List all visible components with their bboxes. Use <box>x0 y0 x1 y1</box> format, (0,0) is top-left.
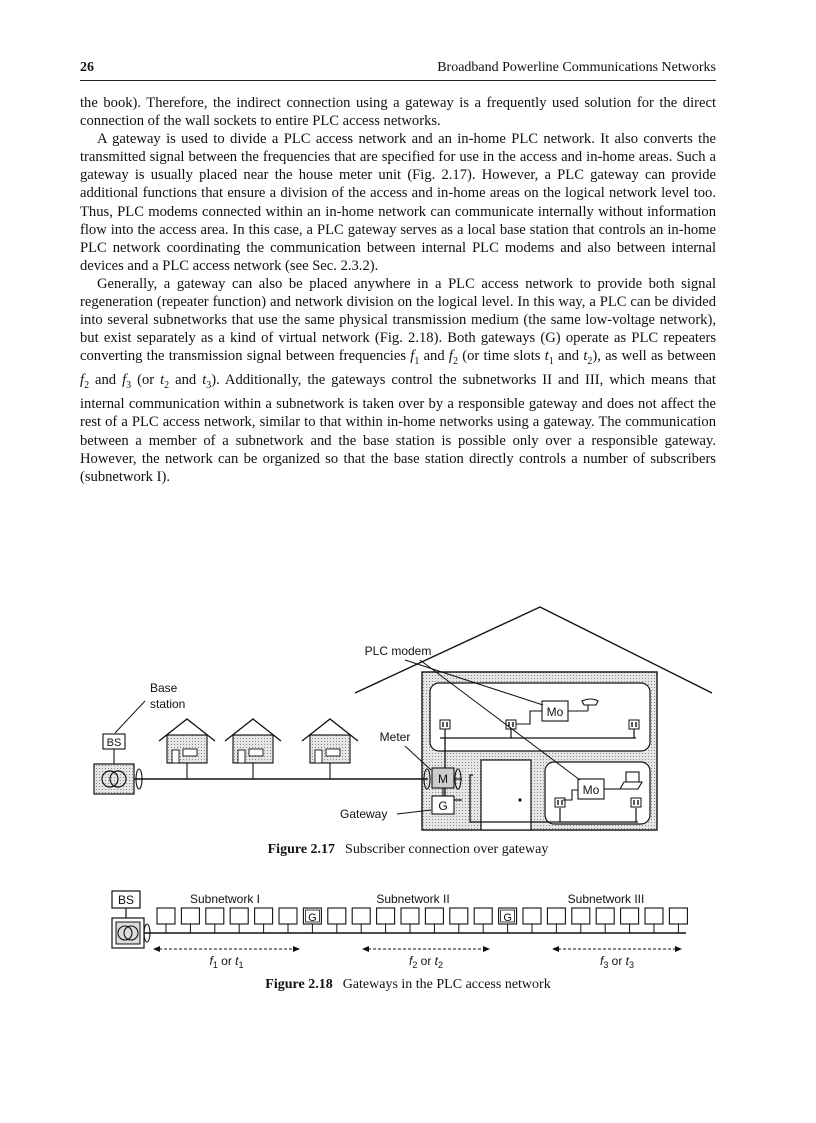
subscriber-house-icon <box>302 719 358 779</box>
figure-2-18-number: Figure 2.18 <box>265 977 333 992</box>
range-label: f3 or t3 <box>599 954 635 970</box>
subscriber-node <box>181 908 199 924</box>
plc-modem-label: PLC modem <box>364 644 432 658</box>
computer-icon <box>626 772 639 782</box>
door-knob <box>518 798 521 801</box>
subscriber-node <box>401 908 419 924</box>
arrowhead-left <box>362 946 369 952</box>
subnetwork-label: Subnetwork I <box>189 892 261 906</box>
bs-box-label: BS <box>117 893 135 907</box>
plc-modem-upper-label: Mo <box>546 705 564 719</box>
figure-2-18-diagram <box>0 880 816 972</box>
arrowhead-left <box>552 946 559 952</box>
upper-room <box>430 683 650 751</box>
wall-socket <box>555 798 565 807</box>
subscriber-houses <box>159 719 358 779</box>
range-label: f2 or t2 <box>408 954 444 970</box>
subscriber-node <box>377 908 395 924</box>
subscriber-node <box>474 908 492 924</box>
wall-socket <box>440 720 450 729</box>
gateway-label: Gateway <box>340 807 388 821</box>
figure-2-17-number: Figure 2.17 <box>267 842 336 857</box>
gateway-node-label: G <box>503 912 512 924</box>
figure-2-17-caption <box>0 842 816 858</box>
page-number: 26 <box>80 60 94 75</box>
subscriber-node <box>206 908 224 924</box>
arrowhead-right <box>293 946 300 952</box>
subscriber-node <box>157 908 175 924</box>
range-label: f1 or t1 <box>209 954 244 970</box>
meter-box-label: M <box>438 772 448 786</box>
arrowhead-right <box>675 946 682 952</box>
subnetwork-label: Subnetwork II <box>376 892 450 906</box>
subscriber-node <box>230 908 248 924</box>
arrowhead-left <box>153 946 160 952</box>
wall-socket <box>631 798 641 807</box>
subscriber-node <box>572 908 590 924</box>
body-text <box>80 94 716 486</box>
paragraph: the book). Therefore, the indirect connection using a gateway is a frequently used solution for the direct connection of the wall sockets to entire PLC access networks. <box>80 95 716 130</box>
running-header <box>80 58 716 81</box>
arrowhead-right <box>483 946 490 952</box>
subscriber-node <box>352 908 370 924</box>
base-station-box-label: BS <box>106 737 122 749</box>
wall-socket <box>629 720 639 729</box>
transformer-icon <box>94 764 134 794</box>
figure-2-18-caption-text: Gateways in the PLC access network <box>342 977 551 992</box>
running-title: Broadband Powerline Communications Networks <box>437 60 716 75</box>
subscriber-node <box>547 908 565 924</box>
subscriber-node <box>255 908 273 924</box>
gateway-node-label: G <box>308 912 317 924</box>
paragraph: A gateway is used to divide a PLC access network and an in-home PLC network. It also converts the transmitted signal between the frequencies that are specified for use in the access and in-home areas. Such a gateway is usually placed near the house meter unit (Fig. 2.17). However, a PLC gateway can provide additional functions that ensure a division of the access and in-home areas on the logical network level too. Thus, PLC modems connected within an in-home network can communicate internally without information flow into the access area. In this case, a PLC gateway serves as a local base station that controls an in-home PLC network coordinating the communication between internal PLC modems and also between internal devices and a PLC access network (see Sec. 2.3.2). <box>80 131 716 274</box>
figure-2-17-caption-text: Subscriber connection over gateway <box>345 842 549 857</box>
figure-2-18-caption <box>0 977 816 993</box>
gateway-box-label: G <box>438 799 448 813</box>
figure-2-17-diagram <box>0 600 816 838</box>
subscriber-node <box>645 908 663 924</box>
subscriber-node <box>279 908 297 924</box>
subscriber-node <box>450 908 468 924</box>
plc-modem-lower-label: Mo <box>582 783 600 797</box>
paragraph: Generally, a gateway can also be placed anywhere in a PLC access network to provide both signal regeneration (repeater function) and network division on the logical level. In this way, a PLC can be divided into several subnetworks that use the same physical transmission medium (the same low-voltage network), but exist separately as a kind of virtual network (Fig. 2.18). Both gateways (G) operate as PLC repeaters converting the transmission signal between frequencies $f_1$ and $f_2$ (or time slots $t_1$ and $t_2$), as well as between $f_2$ and $f_3$ (or $t_2$ and $t_3$). Additionally, the gateways control the subnetworks II and III, which means that internal communication within a subnetwork is taken over by a responsible gateway and does not affect the rest of a PLC access network, similar to that within in-home networks using a gateway. The communication between a member of a subnetwork and the base station is possible only over a responsible gateway. However, the network can be organized so that the base station directly controls a number of subscribers (subnetwork I). <box>80 275 716 485</box>
subscriber-node <box>328 908 346 924</box>
meter-label: Meter <box>379 730 411 744</box>
subnetwork-label: Subnetwork III <box>567 892 645 906</box>
subscriber-node <box>596 908 614 924</box>
base-station-leader <box>115 701 145 733</box>
base-station-label-line2: station <box>150 697 186 711</box>
door <box>481 760 531 830</box>
transformer-icon <box>116 922 140 944</box>
telephone-icon <box>582 699 598 705</box>
subscriber-node <box>523 908 541 924</box>
subscriber-node <box>621 908 639 924</box>
subscriber-house-icon <box>159 719 215 779</box>
subscriber-node <box>425 908 443 924</box>
subscriber-house-icon <box>225 719 281 779</box>
subscriber-node <box>669 908 687 924</box>
base-station-label-line1: Base <box>150 681 178 695</box>
